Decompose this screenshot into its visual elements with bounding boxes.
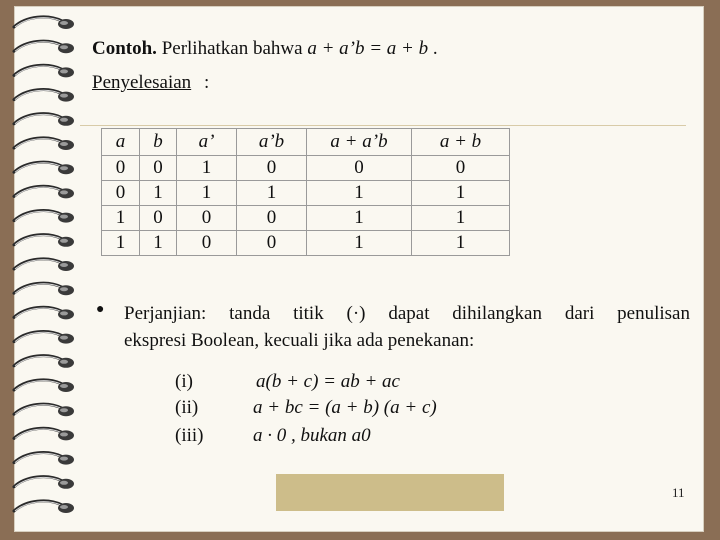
table-cell: 1 (102, 206, 140, 231)
table-cell: 1 (140, 231, 177, 256)
table-cell: 1 (140, 181, 177, 206)
spiral-ring (14, 186, 74, 198)
header-cell: a + b (412, 129, 510, 156)
table-cell: 1 (307, 231, 412, 256)
table-cell: 0 (140, 156, 177, 181)
list-item-expression: a · 0 , bukan a0 (253, 425, 371, 446)
table-cell: 1 (307, 181, 412, 206)
table-cell: 1 (307, 206, 412, 231)
truth-table (101, 128, 510, 256)
truth-table-header-row (102, 129, 510, 156)
table-cell: 0 (140, 206, 177, 231)
spiral-ring (14, 65, 74, 77)
table-cell: 0 (177, 231, 237, 256)
slide-title (92, 38, 438, 60)
table-cell: 0 (237, 231, 307, 256)
spiral-ring (14, 283, 74, 295)
list-item-label: (iii) (175, 425, 204, 446)
table-row (102, 231, 510, 256)
spiral-ring (14, 307, 74, 319)
spiral-ring (14, 259, 74, 271)
list-item-expression: a(b + c) = ab + ac (256, 371, 400, 392)
header-cell: a + a’b (307, 129, 412, 156)
table-cell: 0 (102, 181, 140, 206)
spiral-ring (14, 114, 74, 126)
spiral-ring (14, 41, 74, 53)
header-cell: b (140, 129, 177, 156)
spiral-ring (14, 17, 74, 29)
spiral-ring (14, 453, 74, 465)
list-item-expression: a + bc = (a + b) (a + c) (253, 397, 437, 418)
spiral-ring (14, 501, 74, 513)
spiral-ring (14, 356, 74, 368)
spiral-ring (14, 428, 74, 440)
title-prefix: Contoh. (92, 38, 157, 59)
table-cell: 1 (412, 231, 510, 256)
table-cell: 1 (177, 156, 237, 181)
table-row (102, 206, 510, 231)
spiral-ring (14, 477, 74, 489)
header-cell: a’ (177, 129, 237, 156)
page-number: 11 (672, 485, 685, 500)
list-item-label: (i) (175, 371, 193, 392)
footer-bar (276, 474, 504, 511)
spiral-binding (0, 10, 90, 530)
table-cell: 0 (412, 156, 510, 181)
spiral-ring (14, 380, 74, 392)
table-cell: 0 (177, 206, 237, 231)
solution-heading-colon: : (204, 72, 210, 93)
spiral-ring (14, 162, 74, 174)
table-cell: 0 (307, 156, 412, 181)
header-cell: a (102, 129, 140, 156)
table-cell: 0 (237, 206, 307, 231)
table-cell: 1 (177, 181, 237, 206)
solution-heading: Penyelesaian (92, 72, 192, 93)
table-cell: 1 (412, 181, 510, 206)
spiral-ring (14, 235, 74, 247)
spiral-ring (14, 404, 74, 416)
table-row (102, 156, 510, 181)
header-cell: a’b (237, 129, 307, 156)
spiral-ring (14, 90, 74, 102)
divider-line (80, 125, 686, 126)
table-cell: 1 (412, 206, 510, 231)
paragraph-line-1: Perjanjian: tanda titik (·) dapat dihilangkan dari penulisan (124, 303, 690, 324)
paragraph-line-2: ekspresi Boolean, kecuali jika ada penekanan: (124, 330, 475, 351)
spiral-ring (14, 332, 74, 344)
bullet-icon: ● (96, 302, 105, 317)
title-text: Perlihatkan bahwa (161, 38, 303, 59)
table-cell: 1 (237, 181, 307, 206)
spiral-ring (14, 211, 74, 223)
spiral-ring (14, 138, 74, 150)
table-cell: 1 (102, 231, 140, 256)
title-expression: a + a’b = a + b (307, 38, 429, 59)
title-suffix: . (432, 38, 438, 59)
table-cell: 0 (102, 156, 140, 181)
table-cell: 0 (237, 156, 307, 181)
list-item-label: (ii) (175, 397, 199, 418)
table-row (102, 181, 510, 206)
